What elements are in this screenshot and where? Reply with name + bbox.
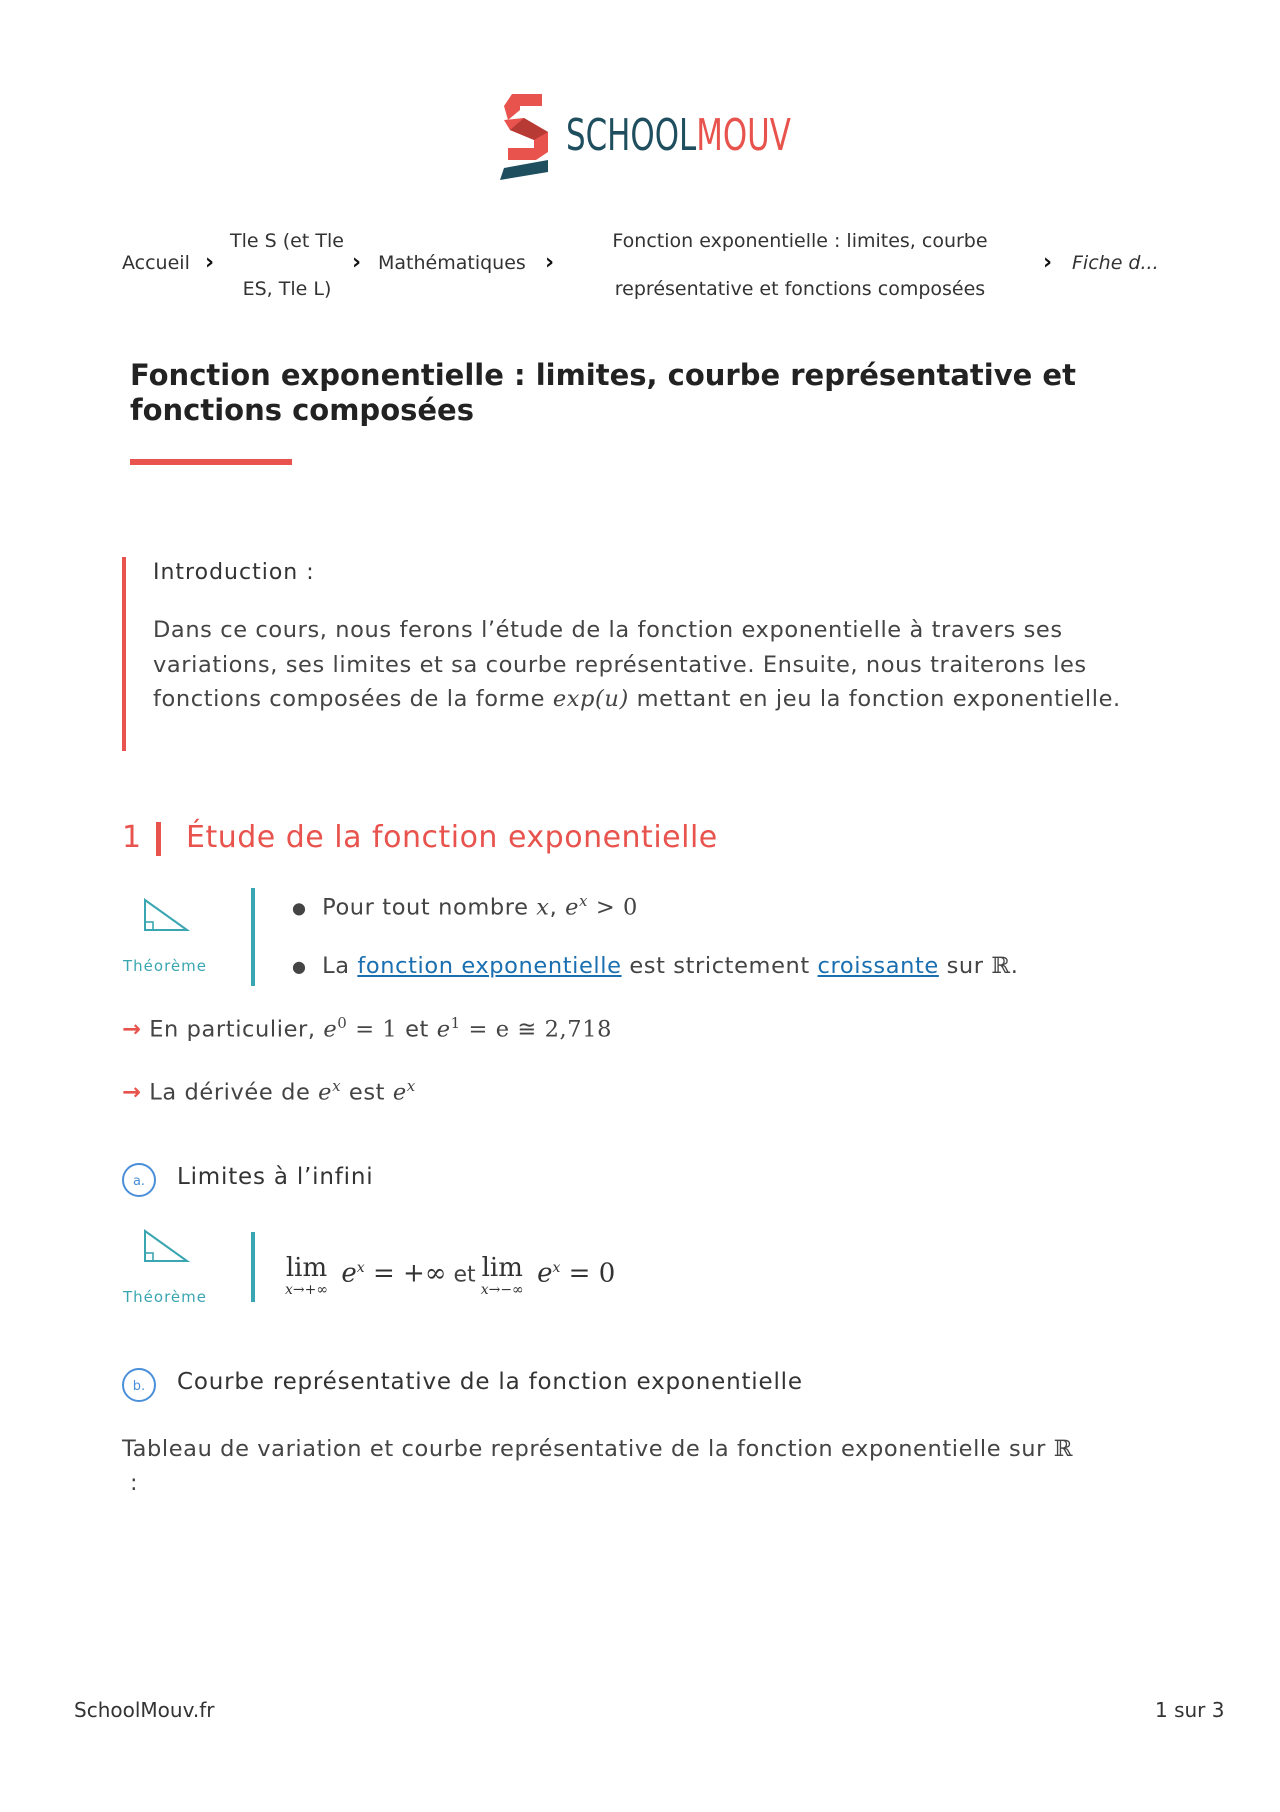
subsection-title: Limites à l’infini xyxy=(177,1164,374,1190)
chevron-right-icon: › xyxy=(545,250,555,275)
theorem-label: Théorème xyxy=(123,957,207,975)
triangle-ruler-icon xyxy=(142,897,190,933)
limits-formula: lim x→+∞ $e^x$ = +∞ et lim x→−∞ $e^x = 0$ xyxy=(285,1253,616,1298)
subsection-marker: b. xyxy=(122,1368,156,1402)
arrow-right-icon: → xyxy=(122,1016,142,1043)
intro-accent-bar xyxy=(122,557,126,751)
section-number: 1 xyxy=(122,820,142,855)
section-separator xyxy=(156,822,161,856)
title-underline xyxy=(130,459,292,465)
fonction-exponentielle-link[interactable]: fonction exponentielle xyxy=(357,953,622,979)
intro-heading: Introduction : xyxy=(153,560,315,585)
schoolmouv-logo[interactable] xyxy=(498,92,798,182)
theorem-bullet: ● La fonction exponentielle est strictement croissante sur ℝ. xyxy=(292,953,1019,979)
theorem-label: Théorème xyxy=(123,1288,207,1306)
theorem-bar xyxy=(251,888,255,986)
breadcrumb-level[interactable]: Tle S (et Tle ES, Tle L) xyxy=(230,230,344,300)
chevron-right-icon: › xyxy=(1043,250,1053,275)
breadcrumb-current: Fiche d... xyxy=(1072,252,1159,274)
breadcrumb-subject[interactable]: Mathématiques xyxy=(378,252,526,274)
page-number: 1 sur 3 xyxy=(1155,1698,1225,1722)
triangle-ruler-icon xyxy=(142,1228,190,1264)
intro-math: exp(u) xyxy=(552,686,629,712)
arrow-note: → La dérivée de $e^x$ est $e^x$ xyxy=(122,1077,416,1106)
intro-text: Dans ce cours, nous ferons l’étude de la fonction exponentielle à travers ses variations, ses limites et sa courbe représentative. Ensuite, nous traiterons les fonctions composées de la forme exp(u) mettant en jeu la fonction exponentielle. xyxy=(153,617,1121,712)
page-title: Fonction exponentielle : limites, courbe représentative et fonctions composées xyxy=(130,358,1076,427)
subsection-marker: a. xyxy=(122,1163,156,1197)
chevron-right-icon: › xyxy=(352,250,362,275)
croissante-link[interactable]: croissante xyxy=(817,953,939,979)
logo-wordmark: SCHOOLMOUV xyxy=(566,110,791,161)
arrow-note: → En particulier, $e^0 = 1$ et $e^1 = e$ ≅ 2,718 xyxy=(122,1014,613,1043)
theorem-bullet: ● Pour tout nombre x, $e^x > 0$ xyxy=(292,892,638,921)
breadcrumb-home[interactable]: Accueil xyxy=(122,252,190,274)
tableau-intro: Tableau de variation et courbe représentative de la fonction exponentielle sur ℝ : xyxy=(122,1436,1074,1496)
breadcrumb-chapter[interactable]: Fonction exponentielle : limites, courbe représentative et fonctions composées xyxy=(612,230,988,300)
chevron-right-icon: › xyxy=(205,250,215,275)
logo-s-icon xyxy=(498,92,554,182)
subsection-title: Courbe représentative de la fonction exponentielle xyxy=(177,1369,803,1395)
arrow-right-icon: → xyxy=(122,1079,142,1106)
theorem-bar xyxy=(251,1232,255,1302)
footer-site[interactable]: SchoolMouv.fr xyxy=(74,1698,215,1722)
section-title: Étude de la fonction exponentielle xyxy=(186,820,718,855)
